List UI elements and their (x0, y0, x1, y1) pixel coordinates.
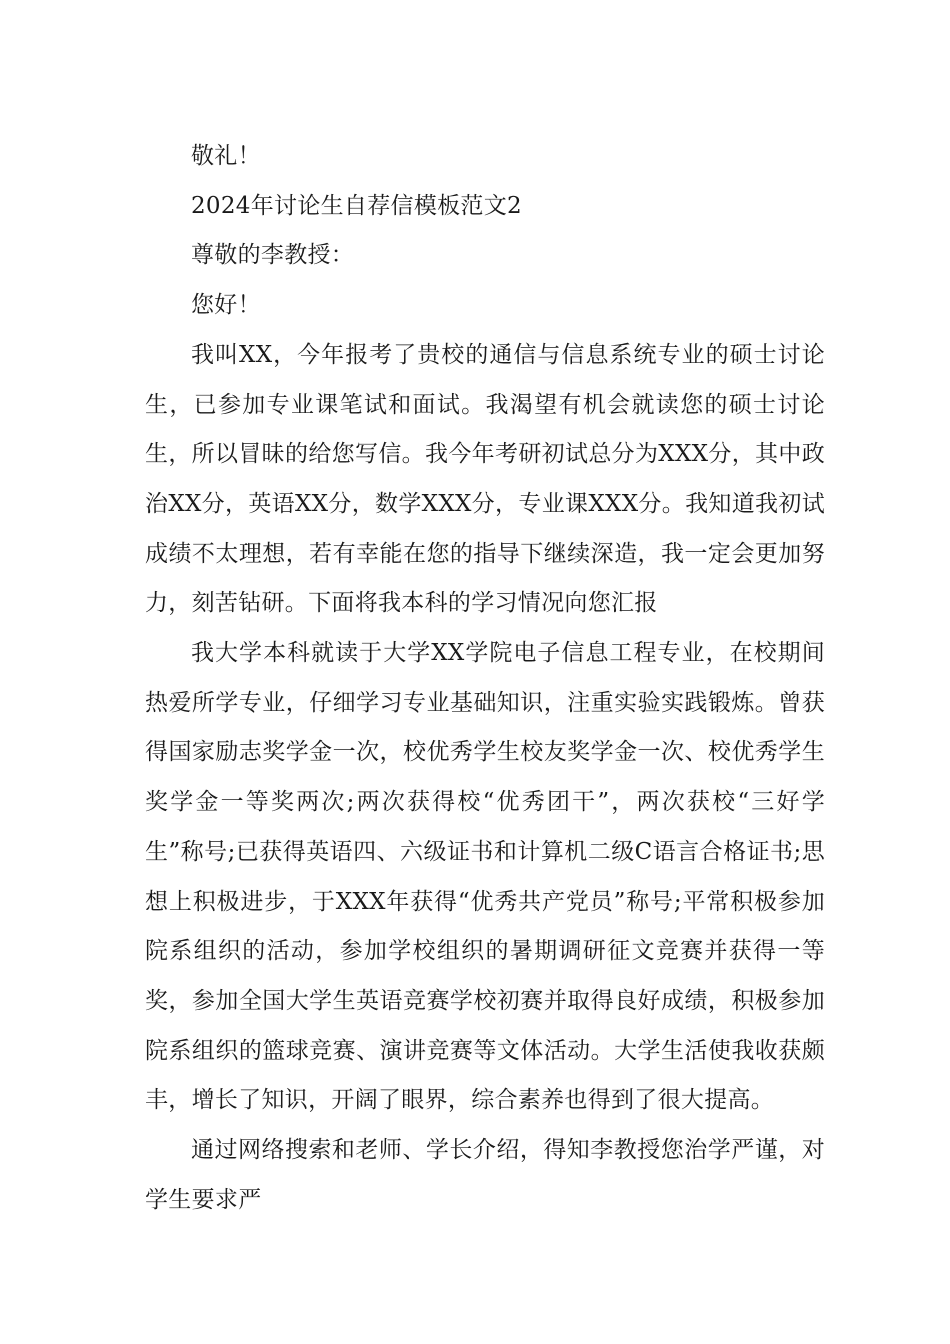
salutation-line: 尊敬的李教授： (191, 242, 355, 269)
greeting-line: 您好！ (191, 292, 261, 319)
paragraph-education: 我大学本科就读于大学XX学院电子信息工程专业，在校期间热爱所学专业，仔细学习专业基础知识，注重实验实践锻炼。曾获得国家励志奖学金一次，校优秀学生校友奖学金一次、校优秀学生奖学金一等奖两次;两次获得校“优秀团干”，两次获校“三好学生”称号;已获得英语四、六级证书和计算机二级C语言合格证书;思想上积极进步，于XXX年获得“优秀共产党员”称号;平常积极参加院系组织的活动，参加学校组织的暑期调研征文竞赛并获得一等奖，参加全国大学生英语竞赛学校初赛并取得良好成绩，积极参加院系组织的篮球竞赛、演讲竞赛等文体活动。大学生活使我收获颇丰，增长了知识，开阔了眼界，综合素养也得到了很大提高。 (145, 640, 825, 1114)
closing-line: 敬礼！ (191, 143, 261, 169)
letter-body (145, 132, 825, 1225)
paragraph-professor: 通过网络搜索和老师、学长介绍，得知李教授您治学严谨，对学生要求严 (145, 1137, 825, 1213)
paragraph-introduction: 我叫XX，今年报考了贵校的通信与信息系统专业的硕士讨论生，已参加专业课笔试和面试。我渴望有机会就读您的硕士讨论生，所以冒昧的给您写信。我今年考研初试总分为XXX分，其中政治XX分，英语XX分，数学XXX分，专业课XXX分。我知道我初试成绩不太理想，若有幸能在您的指导下继续深造，我一定会更加努力，刻苦钻研。下面将我本科的学习情况向您汇报 (145, 341, 825, 617)
letter-heading: 2024年讨论生自荐信模板范文2 (191, 192, 522, 219)
